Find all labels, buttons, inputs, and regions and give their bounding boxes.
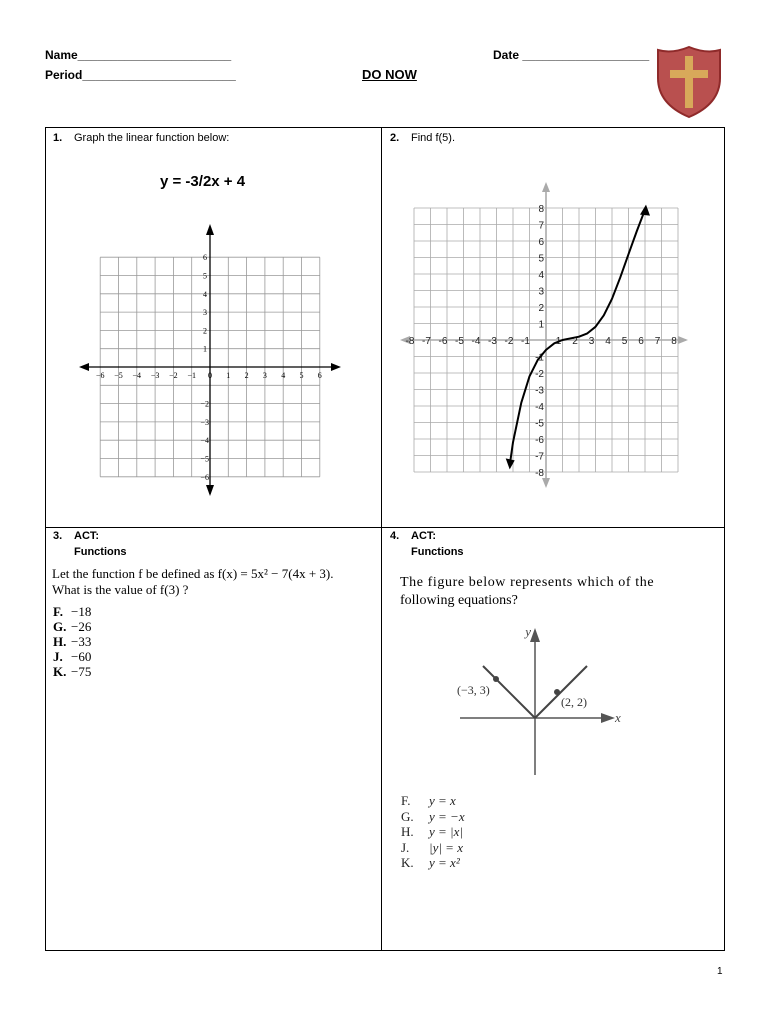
q4-point-right-label: (2, 2) <box>561 695 587 709</box>
q4-heading-act: ACT: <box>411 530 437 542</box>
x-tick-label: 3 <box>588 336 595 347</box>
x-tick-label: −6 <box>95 371 105 380</box>
y-tick-label: -2 <box>535 369 544 380</box>
x-tick-label: −2 <box>169 371 178 380</box>
q3-choice-h: H. −33 <box>53 634 92 649</box>
date-field-label: Date ___________________ <box>493 48 650 62</box>
q3-choice-f: F. −18 <box>53 604 92 619</box>
y-tick-label: -8 <box>535 468 544 479</box>
q1-equation: y = -3/2x + 4 <box>160 173 246 190</box>
x-tick-label: 6 <box>317 371 322 380</box>
q3-choice-k: K. −75 <box>53 664 92 679</box>
x-tick-label: -1 <box>521 336 530 347</box>
y-tick-label: −3 <box>200 417 209 427</box>
x-tick-label: -6 <box>438 336 448 347</box>
x-axis-arrow-right <box>678 336 688 344</box>
table-divider-vertical <box>381 127 382 951</box>
x-tick-label: 4 <box>281 371 286 380</box>
q4-choice-j: J. |y| = x <box>401 839 463 855</box>
q3-choice-g: G. −26 <box>53 619 92 634</box>
page-title: DO NOW <box>362 67 417 82</box>
q3-problem-line2: What is the value of f(3) ? <box>52 582 189 597</box>
y-tick-label: 3 <box>203 308 207 318</box>
q4-y-axis-label: y <box>525 624 531 639</box>
q4-number: 4. <box>390 530 400 542</box>
q3-problem-line1: Let the function f be defined as f(x) = 5x² − 7(4x + 3). <box>52 566 334 581</box>
y-tick-label: -6 <box>535 435 544 446</box>
x-tick-label: 2 <box>572 336 578 347</box>
q3-heading-topic: Functions <box>74 546 127 558</box>
x-tick-label: -8 <box>405 336 415 347</box>
y-tick-label: −5 <box>200 454 209 464</box>
q4-problem-line1: The figure below represents which of the <box>400 575 655 590</box>
x-tick-label: 1 <box>555 336 562 347</box>
y-tick-label: 1 <box>538 319 544 331</box>
x-tick-label: 5 <box>621 336 628 347</box>
q2-function-graph <box>398 180 690 490</box>
x-tick-label: -4 <box>471 336 481 347</box>
y-tick-label: -5 <box>535 418 544 430</box>
q2-prompt: Find f(5). <box>411 132 456 144</box>
y-tick-label: −4 <box>200 436 209 446</box>
q3-number: 3. <box>53 530 63 542</box>
q3-choice-j: J. −60 <box>53 649 92 664</box>
y-tick-label: -4 <box>535 402 544 413</box>
y-axis-arrow-down <box>206 485 214 496</box>
y-tick-label: -1 <box>535 352 544 364</box>
q4-choice-f: F. y = x <box>401 793 456 808</box>
q3-answer-choices <box>53 604 91 679</box>
x-tick-label: -7 <box>422 336 431 347</box>
school-crest-logo <box>654 44 724 120</box>
q4-heading-topic: Functions <box>411 546 464 558</box>
q1-number: 1. <box>53 132 63 144</box>
period-field-label: Period_______________________ <box>45 68 236 82</box>
q3-heading-act: ACT: <box>74 530 100 542</box>
q4-x-axis-arrow <box>601 713 615 723</box>
q4-point-left-label: (−3, 3) <box>457 683 490 697</box>
x-tick-label: -2 <box>504 336 514 347</box>
y-tick-label: -3 <box>535 385 544 397</box>
y-tick-label: 5 <box>538 253 544 265</box>
x-tick-label: −1 <box>187 371 196 380</box>
y-tick-label: 7 <box>538 220 544 232</box>
x-axis-arrow-right <box>331 363 341 371</box>
y-tick-label: −6 <box>200 472 209 482</box>
x-tick-label: 3 <box>262 371 267 380</box>
y-tick-label: 1 <box>203 344 207 354</box>
x-tick-label: 4 <box>605 336 611 347</box>
page-number: 1 <box>717 966 723 977</box>
q1-prompt: Graph the linear function below: <box>74 132 230 144</box>
name-field-label: Name_______________________ <box>45 48 232 62</box>
x-tick-label: 7 <box>654 336 661 347</box>
y-tick-label: 2 <box>203 326 207 336</box>
q4-problem-line2: following equations? <box>400 593 518 608</box>
y-axis-arrow-up <box>542 182 550 192</box>
q4-point-right <box>554 689 560 695</box>
q4-v-right-branch <box>535 666 587 718</box>
x-tick-label: 6 <box>638 336 644 347</box>
y-tick-label: -7 <box>535 451 544 463</box>
x-tick-label: −4 <box>132 371 142 380</box>
x-tick-label: 5 <box>299 371 304 380</box>
y-tick-label: 4 <box>203 289 207 299</box>
q4-choice-h: H. y = |x| <box>401 824 463 839</box>
x-tick-label: 0 <box>208 371 212 380</box>
curve-arrow-end <box>640 205 650 216</box>
x-tick-label: −5 <box>114 371 123 380</box>
q4-point-left <box>493 676 499 682</box>
q4-v-left-branch <box>483 666 535 718</box>
q4-choice-g: G. y = −x <box>401 808 465 824</box>
x-tick-label: -3 <box>488 336 497 347</box>
y-tick-label: 3 <box>538 286 544 298</box>
y-tick-label: −2 <box>200 399 209 409</box>
x-tick-label: −3 <box>150 371 160 380</box>
q4-answer-choices <box>401 793 465 871</box>
x-tick-label: 2 <box>244 371 249 380</box>
y-axis-arrow-up <box>206 224 214 235</box>
q2-number: 2. <box>390 132 400 144</box>
x-tick-label: 8 <box>671 336 677 347</box>
x-tick-label: 1 <box>226 371 231 380</box>
x-axis-arrow-left <box>79 363 89 371</box>
q4-choice-k: K. y = x² <box>401 855 460 870</box>
q1-blank-coordinate-grid <box>75 222 345 497</box>
y-tick-label: 5 <box>203 271 207 281</box>
y-tick-label: 6 <box>538 237 544 248</box>
q4-x-axis-label: x <box>615 710 621 725</box>
y-tick-label: 4 <box>538 270 544 281</box>
y-tick-label: 2 <box>538 303 544 314</box>
y-tick-label: 6 <box>203 253 207 263</box>
y-axis-arrow-down <box>542 478 550 488</box>
x-tick-label: -5 <box>455 336 464 347</box>
q4-y-axis-arrow <box>530 628 540 642</box>
q4-absolute-value-figure <box>445 620 625 780</box>
table-divider-horizontal <box>45 527 725 528</box>
y-tick-label: 8 <box>538 204 544 215</box>
